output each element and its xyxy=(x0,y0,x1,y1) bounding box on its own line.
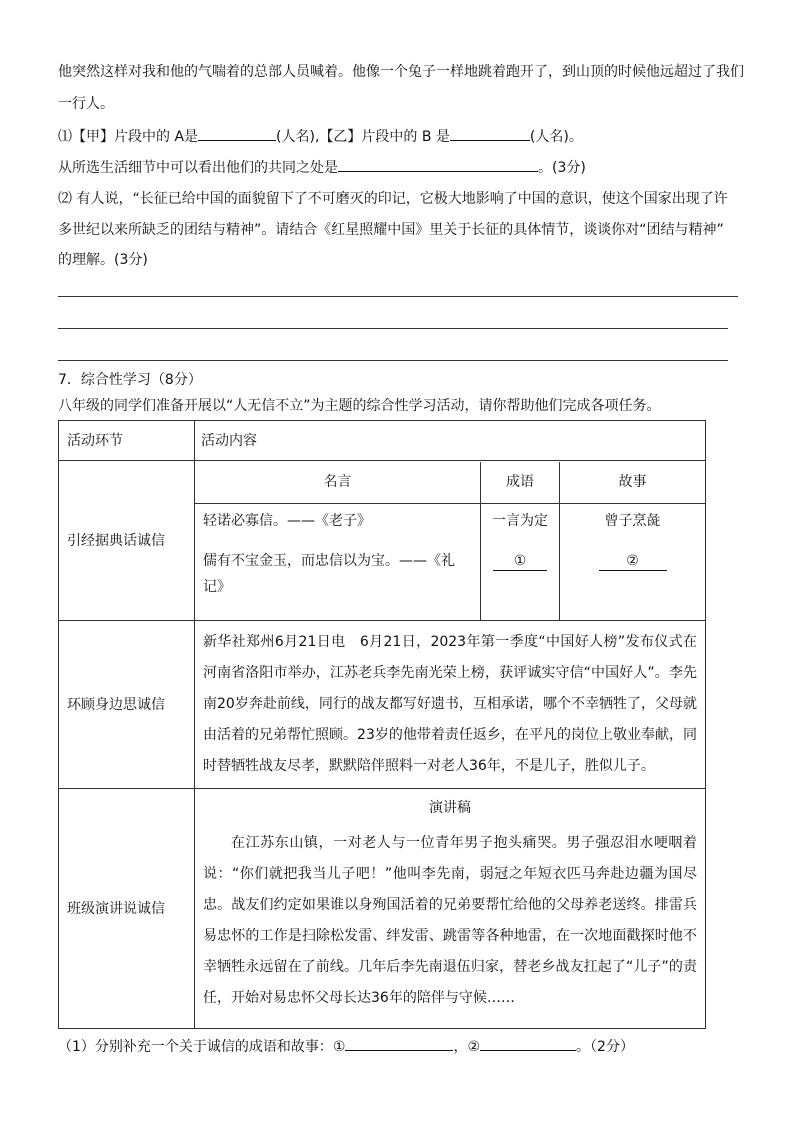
passage-line-1: 他突然这样对我和他的气喘着的总部人员喊着。他像一个兔子一样地跳着跑开了，到山顶的时候他远超过了我们 xyxy=(58,64,744,80)
q6-sub1-label-b: (人名),【乙】片段中的 B 是 xyxy=(276,129,450,145)
answer-blank-a[interactable] xyxy=(198,126,276,141)
speech-title: 演讲稿 xyxy=(429,800,471,816)
story-cell xyxy=(560,504,706,620)
quotes-cell xyxy=(195,461,706,621)
idiom-answer-blank[interactable] xyxy=(345,1036,453,1051)
speech-text: 在江苏东山镇，一对老人与一位青年男子抱头痛哭。男子强忍泪水哽咽着说：“你们就把我当儿子吧！”他叫李先南，弱冠之年短衣匹马奔赴边疆为国尽忠。战友们约定如果谁以身殉国活着的兄弟要帮忙给他的父母养老送终。排雷兵易忠怀的工作是扫除松发雷、绊发雷、跳雷等各种地雷，在一次地面戳探时他不幸牺牲永远留在了前线。几年后李先南退伍归家，替老乡战友扛起了“儿子”的责任，开始对易忠怀父母长达36年的陪伴与守候…… xyxy=(203,835,697,1006)
q6-sub1-label-c: (人名)。 xyxy=(529,129,583,145)
quote-liji-cont: 记》 xyxy=(203,579,231,595)
q7-sub1-text: （1）分别补充一个关于诚信的成语和故事：① xyxy=(58,1039,346,1055)
quote-liji: 儒有不宝金玉，而忠信以为宝。——《礼 xyxy=(203,553,455,569)
row-label-speech: 班级演讲说诚信 xyxy=(59,789,195,1029)
q7-intro: 八年级的同学们准备开展以“人无信不立”为主题的综合性学习活动，请你帮助他们完成各项任务。 xyxy=(58,398,661,414)
q6-sub2-line-2: 多世纪以来所缺乏的团结与精神”。请结合《红星照耀中国》里关于长征的具体情节，谈谈你对“团结与精神” xyxy=(58,222,724,238)
story-blank[interactable]: ② xyxy=(599,552,667,571)
q7-sub1-score: 。（2分） xyxy=(576,1039,634,1055)
q7-heading: 7．综合性学习（8分） xyxy=(58,372,202,388)
news-text: 新华社郑州6月21日电 6月21日，2023年第一季度“中国好人榜”发布仪式在河南省洛阳市举办，江苏老兵李先南光荣上榜，获评诚实守信“中国好人”。李先南20岁奔赴前线，同行的战友都写好遗书，互相承诺，哪个不幸牺牲了，父母就由活着的兄弟帮忙照顾。23岁的他带着责任返乡，在平凡的岗位上敬业奉献，同时替牺牲战友尽孝，默默陪伴照料一对老人36年，不是儿子，胜似儿子。 xyxy=(195,621,706,789)
subheader-idiom: 成语 xyxy=(481,462,560,504)
q6-sub1-line2 xyxy=(58,157,586,178)
q6-sub1-line2-score: 。(3分) xyxy=(538,160,586,176)
row-label-quotes: 引经据典话诚信 xyxy=(59,461,195,621)
idiom-example: 一言为定 xyxy=(492,513,548,529)
q6-sub1-line2-text: 从所选生活细节中可以看出他们的共同之处是 xyxy=(58,160,338,176)
answer-line-3[interactable] xyxy=(58,360,728,361)
passage-line-2: 一行人。 xyxy=(58,96,114,112)
q6-sub1 xyxy=(58,126,583,147)
activity-table xyxy=(58,420,706,1029)
q6-sub2-line-1: ⑵ 有人说，“长征已给中国的面貌留下了不可磨灭的印记，它极大地影响了中国的意识，使这个国家出现了许 xyxy=(58,191,728,207)
header-activity-stage: 活动环节 xyxy=(59,421,195,461)
q7-sub1-sep: ，② xyxy=(453,1039,481,1055)
q6-sub1-label-a: ⑴【甲】片段中的 A是 xyxy=(58,129,199,145)
q6-sub2-line-3: 的理解。(3分) xyxy=(58,252,148,268)
quote-laozi: 轻诺必寡信。——《老子》 xyxy=(203,513,371,529)
answer-blank-common[interactable] xyxy=(338,157,538,172)
row-label-news: 环顾身边思诚信 xyxy=(59,621,195,789)
story-example: 曾子烹彘 xyxy=(604,513,661,529)
story-answer-blank[interactable] xyxy=(480,1036,576,1051)
subheader-story: 故事 xyxy=(560,462,706,504)
answer-blank-b[interactable] xyxy=(450,126,530,141)
idiom-blank[interactable]: ① xyxy=(493,552,547,571)
answer-line-1[interactable] xyxy=(58,296,738,297)
subheader-quote: 名言 xyxy=(195,462,481,504)
idiom-cell xyxy=(481,504,560,620)
header-activity-content: 活动内容 xyxy=(195,421,706,461)
quotes-subtable xyxy=(195,462,705,620)
speech-cell xyxy=(195,789,706,1029)
answer-line-2[interactable] xyxy=(58,328,728,329)
q7-sub1 xyxy=(58,1036,634,1057)
quote-cell xyxy=(195,504,481,620)
